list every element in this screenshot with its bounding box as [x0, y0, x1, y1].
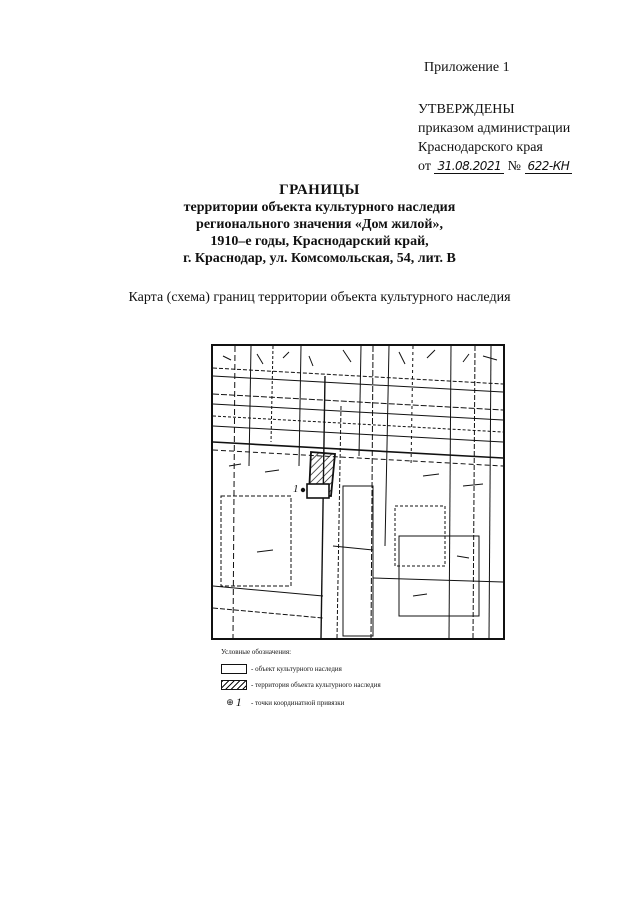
approved-line-1: приказом администрации	[418, 121, 571, 136]
title-line-5: г. Краснодар, ул. Комсомольская, 54, лит. В	[183, 251, 456, 266]
legend-label-object: - объект культурного наследия	[251, 665, 342, 673]
title-line-3: регионального значения «Дом жилой»,	[196, 217, 443, 232]
order-line	[418, 157, 572, 176]
approved-line-2: Краснодарского края	[418, 140, 543, 155]
appendix-label: Приложение 1	[424, 60, 510, 75]
order-number-prefix: №	[507, 159, 522, 174]
order-prefix: от	[418, 159, 431, 174]
territory-swatch-icon	[221, 680, 247, 690]
approved-title: УТВЕРЖДЕНЫ	[418, 102, 515, 117]
title-line-1: ГРАНИЦЫ	[279, 182, 360, 198]
order-number: 622-КН	[525, 159, 573, 174]
legend-item-territory	[221, 680, 381, 690]
legend-label-territory: - территория объекта культурного наследия	[251, 681, 381, 689]
title-line-4: 1910–е годы, Краснодарский край,	[210, 234, 429, 249]
legend-item-object	[221, 664, 342, 674]
reference-point	[301, 488, 305, 492]
legend-label-points: - точки координатной привязки	[251, 698, 345, 707]
reference-point-icon: ⊕ 1	[226, 695, 242, 709]
map-drawing	[213, 346, 503, 638]
legend-point-number: 1	[235, 695, 242, 709]
approval-block	[418, 100, 572, 176]
order-date: 31.08.2021	[434, 159, 504, 174]
legend-item-points	[221, 695, 344, 710]
document-title	[0, 182, 639, 267]
heritage-object	[307, 484, 329, 498]
point-label: 1	[293, 483, 299, 495]
legend-title: Условные обозначения:	[221, 648, 292, 656]
title-line-2: территории объекта культурного наследия	[183, 200, 456, 215]
object-swatch-icon	[221, 664, 247, 674]
boundary-map	[211, 344, 505, 640]
map-caption: Карта (схема) границ территории объекта культурного наследия	[128, 290, 511, 305]
